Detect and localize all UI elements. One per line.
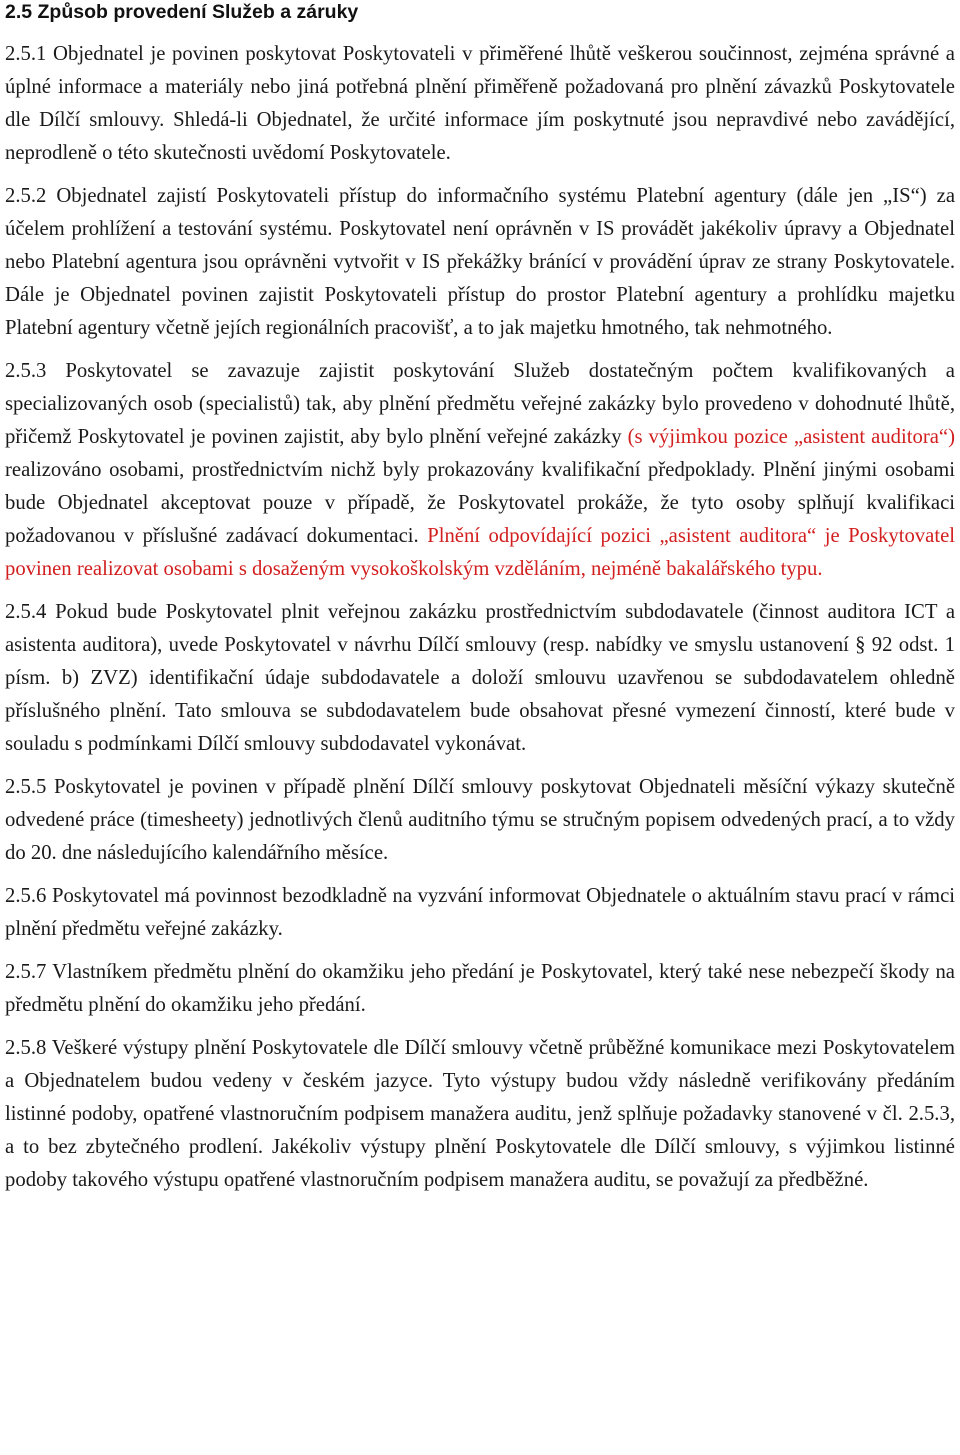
highlighted-exception-text: (s výjimkou pozice „asistent auditora“): [627, 426, 955, 448]
paragraph-2-5-2: 2.5.2 Objednatel zajistí Poskytovateli přístup do informačního systému Platební agentury (dále jen „IS“) za účelem prohlížení a testování systému. Poskytovatel není oprávněn v IS provádět jakékoliv úpravy a Objednatel nebo Platební agentura jsou oprávněni vytvořit v IS překážky bránící v provádění úprav ze strany Poskytovatele. Dále je Objednatel povinen zajistit Poskytovateli přístup do prostor Platební agentury a prohlídku majetku Platební agentury včetně jejích regionálních pracovišť, a to jak majetku hmotného, tak nehmotného.: [5, 185, 955, 339]
highlighted-assistant-requirement: Plnění odpovídající pozici „asistent auditora“ je Poskytovatel povinen realizovat osobami s dosaženým vysokoškolským vzděláním, nejméně bakalářského typu.: [5, 525, 955, 580]
document-page: [5, 0, 955, 1207]
paragraph-2-5-5: 2.5.5 Poskytovatel je povinen v případě plnění Dílčí smlouvy poskytovat Objednateli měsíční výkazy skutečně odvedené práce (timesheety) jednotlivých členů auditního týmu se stručným popisem odvedených prací, a to vždy do 20. dne následujícího kalendářního měsíce.: [5, 776, 955, 864]
paragraph-2-5-7: 2.5.7 Vlastníkem předmětu plnění do okamžiku jeho předání je Poskytovatel, který také nese nebezpečí škody na předmětu plnění do okamžiku jeho předání.: [5, 961, 955, 1016]
paragraph-2-5-3-part2: realizováno osobami, prostřednictvím nichž byly prokazovány kvalifikační předpoklady. Plnění jinými osobami bude Objednatel akceptovat pouze v případě, že Poskytovatel prokáže, že tyto osoby splňují kvalifikaci požadovanou v příslušné zadávací dokumentaci.: [5, 459, 955, 547]
paragraph-2-5-6: 2.5.6 Poskytovatel má povinnost bezodkladně na vyzvání informovat Objednatele o aktuálním stavu prací v rámci plnění předmětu veřejné zakázky.: [5, 885, 955, 940]
paragraph-2-5-3-part1: 2.5.3 Poskytovatel se zavazuje zajistit poskytování Služeb dostatečným počtem kvalifikovaných a specializovaných osob (specialistů) tak, aby plnění předmětu veřejné zakázky bylo provedeno v dohodnuté lhůtě, přičemž Poskytovatel je povinen zajistit, aby bylo plnění veřejné zakázky: [5, 360, 955, 448]
paragraph-2-5-8: 2.5.8 Veškeré výstupy plnění Poskytovatele dle Dílčí smlouvy včetně průběžné komunikace mezi Poskytovatelem a Objednatelem budou vedeny v českém jazyce. Tyto výstupy budou vždy následně verifikovány předáním listinné podoby, opatřené vlastnoručním podpisem manažera auditu, jenž splňuje požadavky stanovené v čl. 2.5.3, a to bez zbytečného prodlení. Jakékoliv výstupy plnění Poskytovatele dle Dílčí smlouvy, s výjimkou listinné podoby takového výstupu opatřené vlastnoručním podpisem manažera auditu, se považují za předběžné.: [5, 1037, 955, 1191]
paragraph-2-5-3: [5, 355, 955, 586]
section-heading: 2.5 Způsob provedení Služeb a záruky: [5, 1, 359, 23]
paragraph-2-5-1: 2.5.1 Objednatel je povinen poskytovat Poskytovateli v přiměřené lhůtě veškerou součinnost, zejména správné a úplné informace a materiály nebo jiná potřebná plnění přiměřeně požadovaná pro plnění závazků Poskytovatele dle Dílčí smlouvy. Shledá-li Objednatel, že určité informace jím poskytnuté jsou nepravdivé nebo zavádějící, neprodleně o této skutečnosti uvědomí Poskytovatele.: [5, 43, 955, 164]
paragraph-2-5-4: 2.5.4 Pokud bude Poskytovatel plnit veřejnou zakázku prostřednictvím subdodavatele (činnost auditora ICT a asistenta auditora), uvede Poskytovatel v návrhu Dílčí smlouvy (resp. nabídky ve smyslu ustanovení § 92 odst. 1 písm. b) ZVZ) identifikační údaje subdodavatele a doloží smlouvu uzavřenou se subdodavatelem ohledně příslušného plnění. Tato smlouva se subdodavatelem bude obsahovat přesné vymezení činností, které bude v souladu s podmínkami Dílčí smlouvy subdodavatel vykonávat.: [5, 601, 955, 755]
